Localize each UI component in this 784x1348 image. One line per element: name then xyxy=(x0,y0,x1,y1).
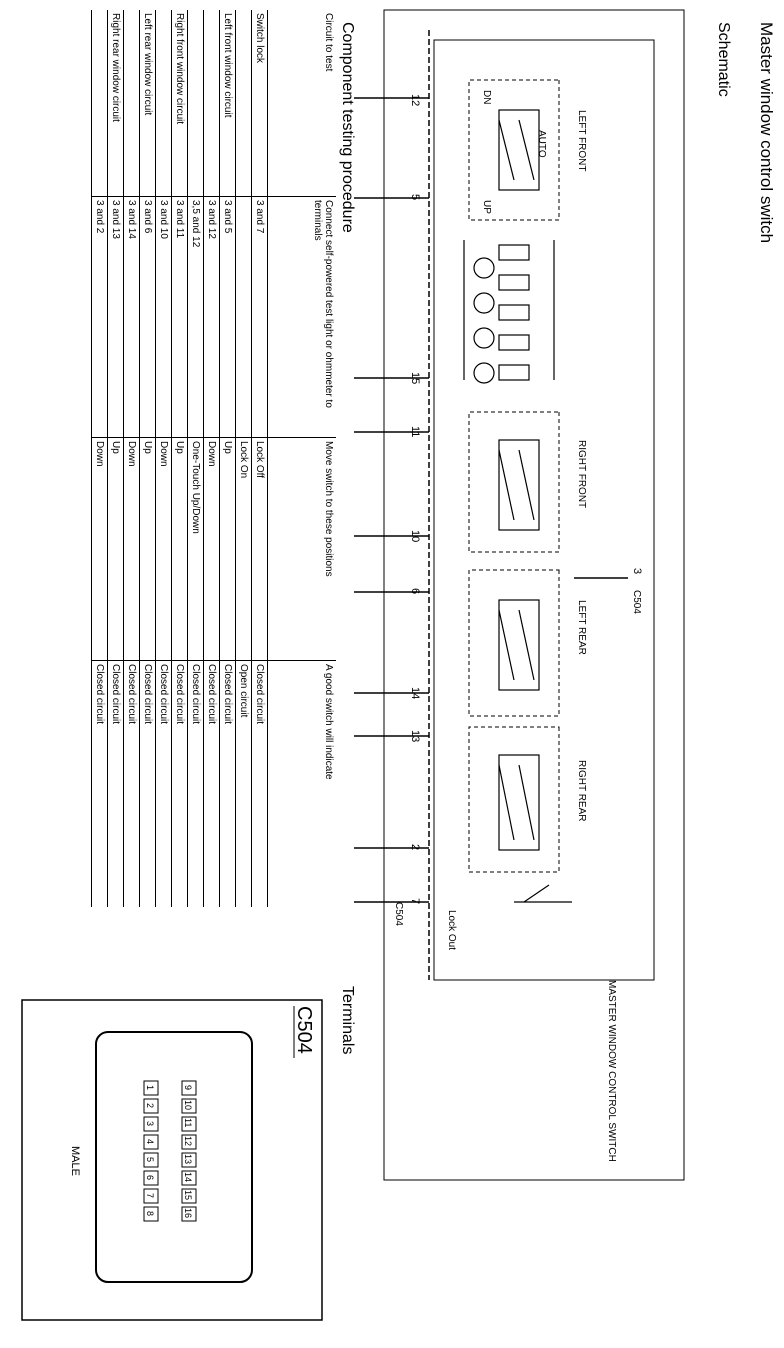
pin-row-bottom xyxy=(182,1081,196,1221)
table-row: 3 and 14 Down Closed circuit xyxy=(124,10,140,907)
table-row: 3 and 12 Down Closed circuit xyxy=(204,10,220,907)
resistor-icon xyxy=(499,245,529,260)
lamp-icon xyxy=(474,328,494,348)
svg-text:11: 11 xyxy=(183,1118,193,1128)
lamp-icon xyxy=(474,363,494,383)
svg-text:1: 1 xyxy=(145,1085,155,1091)
switch-body-outline xyxy=(434,40,654,980)
table-row: Right rear window circuit 3 and 13 Up Closed circuit xyxy=(108,10,124,907)
pin-10-label: 10 xyxy=(409,530,421,543)
svg-text:2: 2 xyxy=(145,1103,155,1109)
up-label: UP xyxy=(481,200,492,214)
procedure-table xyxy=(91,10,336,907)
switch-name-label: MASTER WINDOW CONTROL SWITCH xyxy=(606,980,617,1162)
svg-text:12: 12 xyxy=(183,1136,193,1147)
lamp-icon xyxy=(474,258,494,278)
pin-6-label: 6 xyxy=(409,588,421,595)
svg-text:15: 15 xyxy=(183,1190,193,1201)
table-header-row xyxy=(268,10,337,907)
lock-out-label: Lock Out xyxy=(446,910,457,951)
svg-text:13: 13 xyxy=(183,1154,193,1165)
left-rear-box xyxy=(469,570,559,716)
table-row: Lock On Open circuit xyxy=(236,10,252,907)
auto-label: AUTO xyxy=(536,130,547,158)
pin-5-label: 5 xyxy=(409,194,421,201)
col-positions: Move switch to these positions xyxy=(268,438,337,661)
c504-ground-label: C504 xyxy=(631,590,642,614)
table-row: Right front window circuit 3 and 11 Up Closed circuit xyxy=(172,10,188,907)
connector-drawing xyxy=(6,986,336,1336)
svg-text:5: 5 xyxy=(145,1157,155,1163)
resistor-icon xyxy=(499,335,529,350)
schematic-heading: Schematic xyxy=(715,22,732,97)
group-labels xyxy=(393,90,642,1162)
procedure-table-wrap xyxy=(91,10,336,907)
svg-text:14: 14 xyxy=(183,1172,193,1183)
pin-grid xyxy=(144,1081,196,1221)
resistor-icon xyxy=(499,365,529,380)
pin-7-label: 7 xyxy=(409,898,421,905)
table-row: Left rear window circuit 3 and 6 Up Closed circuit xyxy=(140,10,156,907)
pin-2-label: 2 xyxy=(409,844,421,851)
svg-text:3: 3 xyxy=(145,1121,155,1127)
resistor-icon xyxy=(499,305,529,320)
table-row: 3 and 2 Down Closed circuit xyxy=(92,10,108,907)
gender-label: MALE xyxy=(69,1146,81,1176)
connector-label: C504 xyxy=(293,1006,315,1054)
svg-text:10: 10 xyxy=(183,1100,193,1111)
terminal-frame xyxy=(22,1000,322,1320)
table-row: 3,5 and 12 One-Touch Up/Down Closed circuit xyxy=(188,10,204,907)
pin-numbers xyxy=(409,94,643,904)
pin-3-label: 3 xyxy=(631,568,643,575)
col-result: A good switch will indicate xyxy=(268,661,337,908)
table-row: 3 and 10 Down Closed circuit xyxy=(156,10,172,907)
pin-15-label: 15 xyxy=(409,372,421,385)
right-rear-label: RIGHT REAR xyxy=(576,760,587,822)
pin-row-top xyxy=(144,1081,158,1221)
resistor-icon xyxy=(499,275,529,290)
lamp-resistor-array xyxy=(464,240,554,383)
up-label: DN xyxy=(481,90,492,105)
right-front-box xyxy=(469,412,559,552)
left-rear-label: LEFT REAR xyxy=(576,600,587,655)
svg-text:9: 9 xyxy=(183,1085,193,1091)
c504-bottom-label: C504 xyxy=(393,902,404,926)
lamp-icon xyxy=(474,293,494,313)
svg-text:6: 6 xyxy=(145,1175,155,1181)
pin-11-label: 11 xyxy=(409,426,421,438)
table-row: Switch lock 3 and 7 Lock Off Closed circuit xyxy=(252,10,268,907)
right-front-label: RIGHT FRONT xyxy=(576,440,587,509)
pin-12-label: 12 xyxy=(409,94,421,107)
svg-text:8: 8 xyxy=(145,1211,155,1217)
connector-housing xyxy=(96,1032,252,1282)
lockout-switch xyxy=(514,885,572,902)
svg-text:4: 4 xyxy=(145,1139,155,1145)
terminals-title: Terminals xyxy=(339,986,356,1055)
col-terminals: Connect self-powered test light or ohmmeter to terminals xyxy=(268,197,337,438)
pin-14-label: 14 xyxy=(409,687,421,700)
page-title: Master window control switch xyxy=(757,22,776,244)
left-front-label: LEFT FRONT xyxy=(576,110,587,172)
table-row: Left front window circuit 3 and 5 Up Closed circuit xyxy=(220,10,236,907)
pin-13-label: 13 xyxy=(409,730,421,743)
svg-text:7: 7 xyxy=(145,1193,155,1199)
col-circuit: Circuit to test xyxy=(268,10,337,197)
svg-text:16: 16 xyxy=(183,1208,193,1219)
procedure-title: Component testing procedure xyxy=(339,22,356,233)
switch-contacts xyxy=(499,110,539,850)
